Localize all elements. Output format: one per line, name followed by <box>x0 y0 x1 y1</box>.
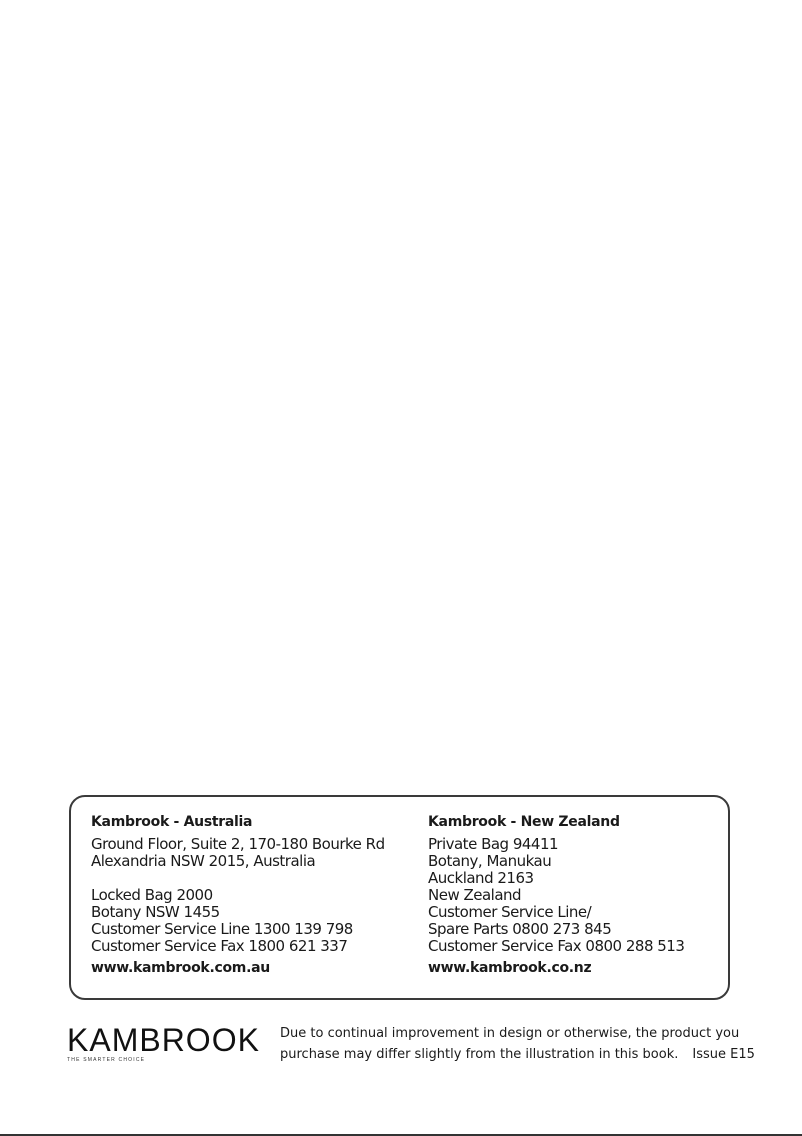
australia-postal-line: Locked Bag 2000 <box>91 886 213 904</box>
new-zealand-spare-parts-line: Spare Parts 0800 273 845 <box>428 920 612 938</box>
new-zealand-website-link[interactable]: www.kambrook.co.nz <box>428 960 592 976</box>
new-zealand-heading: Kambrook - New Zealand <box>428 814 620 830</box>
disclaimer <box>280 1023 755 1065</box>
disclaimer-text: purchase may differ slightly from the illustration in this book. <box>280 1047 679 1062</box>
australia-address-line: Alexandria NSW 2015, Australia <box>91 852 316 870</box>
new-zealand-contact <box>428 814 684 977</box>
issue-number: Issue E15 <box>692 1047 755 1062</box>
new-zealand-address-line: New Zealand <box>428 886 522 904</box>
australia-contact <box>91 814 385 977</box>
new-zealand-address-line: Auckland 2163 <box>428 869 534 887</box>
new-zealand-address-line: Private Bag 94411 <box>428 835 559 853</box>
disclaimer-line-2 <box>280 1044 755 1065</box>
logo-wordmark: KAMBROOK <box>67 1022 260 1058</box>
new-zealand-address-line: Botany, Manukau <box>428 852 552 870</box>
kambrook-logo <box>67 1022 260 1064</box>
australia-website-link[interactable]: www.kambrook.com.au <box>91 960 270 976</box>
australia-heading: Kambrook - Australia <box>91 814 253 830</box>
logo-tagline: THE SMARTER CHOICE <box>67 1057 146 1063</box>
new-zealand-service-line: Customer Service Line/ <box>428 903 592 921</box>
disclaimer-line: Due to continual improvement in design or otherwise, the product you <box>280 1026 740 1041</box>
australia-phone-line: Customer Service Line 1300 139 798 <box>91 920 353 938</box>
new-zealand-fax-line: Customer Service Fax 0800 288 513 <box>428 937 685 955</box>
australia-address-line: Ground Floor, Suite 2, 170-180 Bourke Rd <box>91 835 385 853</box>
australia-postal-line: Botany NSW 1455 <box>91 903 220 921</box>
spacer <box>91 870 385 887</box>
contact-box <box>69 795 730 1000</box>
australia-fax-line: Customer Service Fax 1800 621 337 <box>91 937 348 955</box>
